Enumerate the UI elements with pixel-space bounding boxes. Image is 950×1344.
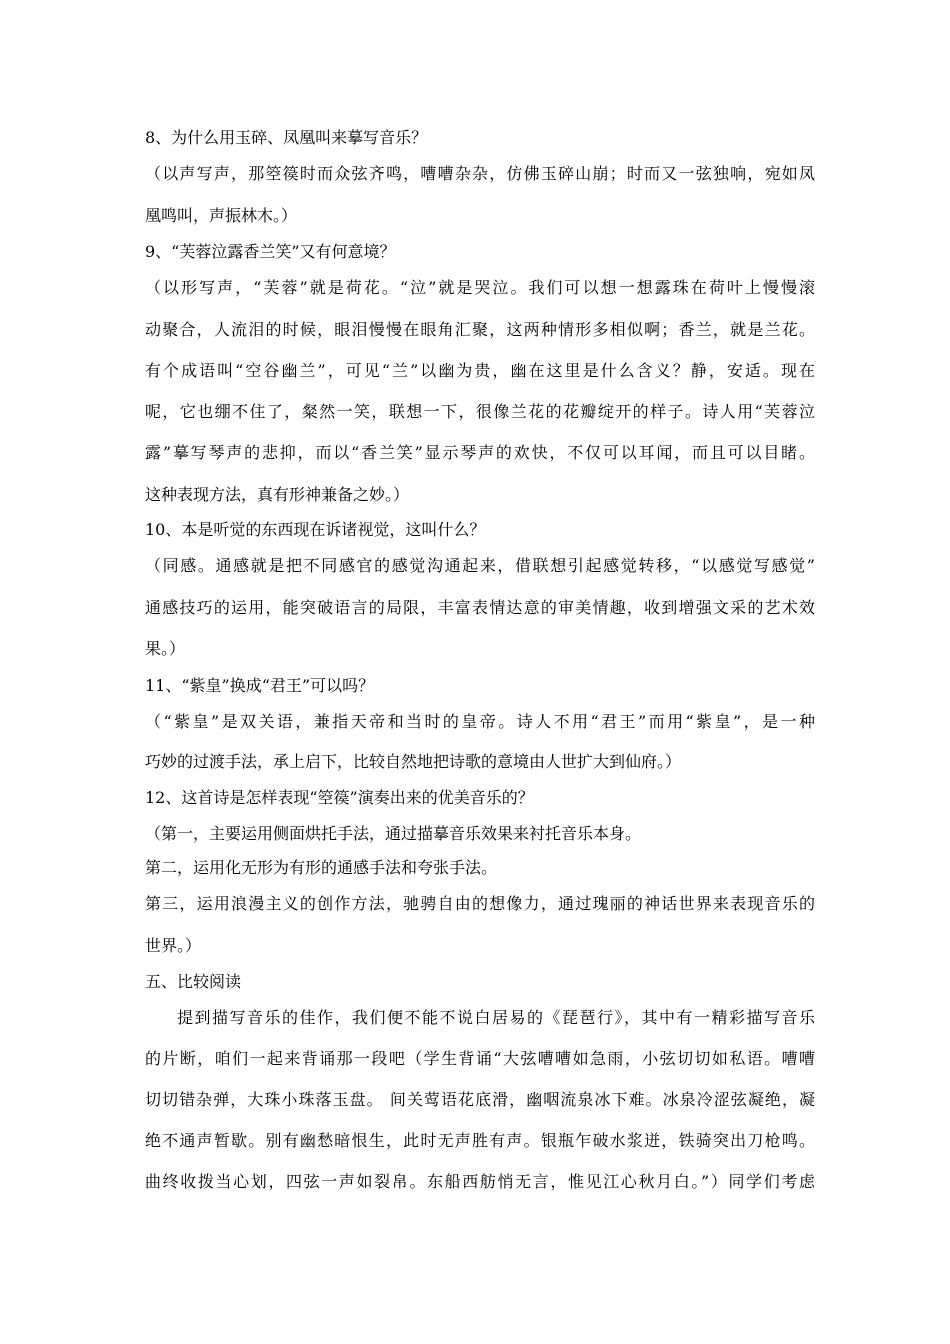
answer-9-line-4: 呢，它也绷不住了，粲然一笑，联想一下，很像兰花的花瓣绽开的样子。诗人用“芙蓉泣 bbox=[145, 402, 815, 421]
paragraph-line-3: 切切错杂弹，大珠小珠落玉盘。 间关莺语花底滑，幽咽流泉冰下难。冰泉冷涩弦凝绝，凝 bbox=[145, 1090, 815, 1109]
answer-12-line-4: 世界。） bbox=[145, 936, 202, 955]
paragraph-line-1: 提到描写音乐的佳作，我们便不能不说白居易的《琵琶行》，其中有一精彩描写音乐 bbox=[177, 1008, 815, 1027]
answer-8-line-1: （以声写声，那箜篌时而众弦齐鸣，嘈嘈杂杂，仿佛玉碎山崩；时而又一弦独响，宛如凤 bbox=[145, 164, 815, 183]
answer-12-line-2: 第二，运用化无形为有形的通感手法和夸张手法。 bbox=[145, 858, 498, 877]
question-12: 12、这首诗是怎样表现“箜篌”演奏出来的优美音乐的？ bbox=[145, 788, 534, 807]
paragraph-line-5: 曲终收拨当心划，四弦一声如裂帛。东船西舫悄无言，惟见江心秋月白。”）同学们考虑 bbox=[145, 1172, 815, 1191]
answer-11-line-2: 巧妙的过渡手法，承上启下，比较自然地把诗歌的意境由人世扩大到仙府。） bbox=[145, 752, 682, 771]
question-11: 11、“紫皇”换成“君王”可以吗？ bbox=[145, 676, 375, 695]
answer-9-line-2: 动聚合，人流泪的时候，眼泪慢慢在眼角汇聚，这两种情形多相似啊；香兰，就是兰花。 bbox=[145, 320, 815, 339]
answer-11-line-1: （“紫皇”是双关语，兼指天帝和当时的皇帝。诗人不用“君王”而用“紫皇”，是一种 bbox=[145, 712, 815, 731]
answer-9-line-5: 露”摹写琴声的悲抑，而以“香兰笑”显示琴声的欢快，不仅可以耳闻，而且可以目睹。 bbox=[145, 443, 815, 462]
question-9: 9、“芙蓉泣露香兰笑”又有何意境？ bbox=[145, 242, 396, 261]
answer-10-line-3: 果。） bbox=[145, 639, 186, 658]
answer-8-line-2: 凰鸣叫，声振林木。） bbox=[145, 206, 298, 225]
answer-9-line-6: 这种表现方法，真有形神兼备之妙。） bbox=[145, 485, 410, 504]
question-8: 8、为什么用玉碎、凤凰叫来摹写音乐？ bbox=[145, 128, 428, 147]
answer-9-line-1: （以形写声，“芙蓉”就是荷花。“泣”就是哭泣。我们可以想一想露珠在荷叶上慢慢滚 bbox=[145, 278, 815, 297]
answer-12-line-1: （第一，主要运用侧面烘托手法，通过描摹音乐效果来衬托音乐本身。 bbox=[145, 824, 642, 843]
answer-10-line-2: 通感技巧的运用，能突破语言的局限，丰富表情达意的审美情趣，收到增强文采的艺术效 bbox=[145, 598, 815, 617]
section-heading-comparative-reading: 五、比较阅读 bbox=[145, 972, 242, 991]
paragraph-line-4: 绝不通声暂歇。别有幽愁暗恨生，此时无声胜有声。银瓶乍破水浆迸，铁骑突出刀枪鸣。 bbox=[145, 1131, 815, 1150]
paragraph-line-2: 的片断，咱们一起来背诵那一段吧（学生背诵“大弦嘈嘈如急雨，小弦切切如私语。嘈嘈 bbox=[145, 1049, 815, 1068]
answer-12-line-3: 第三，运用浪漫主义的创作方法，驰骋自由的想像力，通过瑰丽的神话世界来表现音乐的 bbox=[145, 894, 815, 913]
answer-9-line-3: 有个成语叫“空谷幽兰”，可见“兰”以幽为贵，幽在这里是什么含义？静，安适。现在 bbox=[145, 361, 815, 380]
answer-10-line-1: （同感。通感就是把不同感官的感觉沟通起来，借联想引起感觉转移，“以感觉写感觉” bbox=[145, 556, 815, 575]
question-10: 10、本是听觉的东西现在诉诸视觉，这叫什么？ bbox=[145, 520, 486, 539]
